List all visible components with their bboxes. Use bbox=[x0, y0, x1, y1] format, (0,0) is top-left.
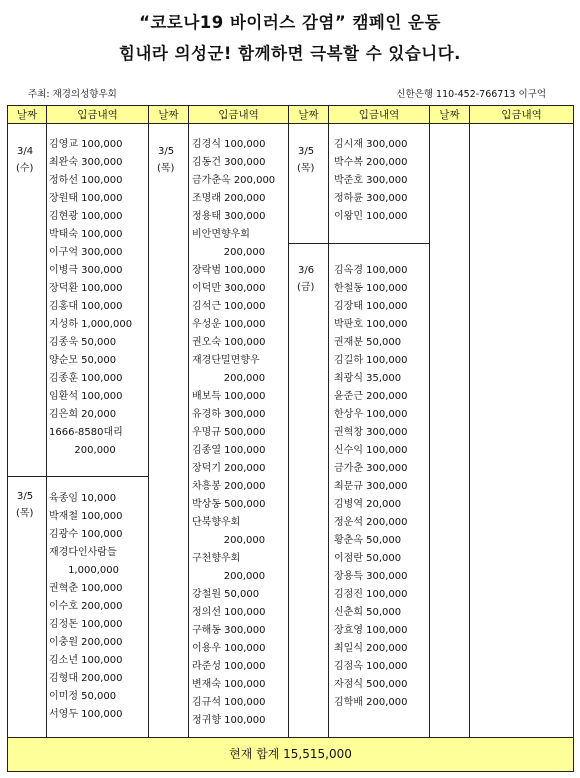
list-item: 김소년 100,000 bbox=[49, 655, 123, 666]
campaign-title: “코로나19 바이러스 감염” 캠페인 운동 bbox=[139, 13, 441, 32]
list-item: 윤준근 200,000 bbox=[334, 391, 408, 402]
table-border-right bbox=[573, 124, 574, 738]
list-item: 장덕환 100,000 bbox=[49, 283, 123, 294]
list-item: 최일식 200,000 bbox=[334, 643, 408, 654]
list-item: 권재분 50,000 bbox=[334, 337, 402, 348]
list-item: 조명래 200,000 bbox=[192, 193, 266, 204]
list-item: 김장태 100,000 bbox=[334, 301, 408, 312]
header-date-3: 날짜 bbox=[288, 105, 329, 124]
header-date-4: 날짜 bbox=[429, 105, 470, 124]
day-cell: (목) bbox=[297, 163, 315, 174]
group-separator bbox=[7, 476, 149, 477]
list-item: 장원태 100,000 bbox=[49, 193, 123, 204]
header-date-1: 날짜 bbox=[7, 105, 47, 124]
list-item: 이왕민 100,000 bbox=[334, 211, 408, 222]
list-item: 김옥경 100,000 bbox=[334, 265, 408, 276]
list-item: 육종임 10,000 bbox=[49, 493, 117, 504]
list-item: 김학배 200,000 bbox=[334, 697, 408, 708]
header-deposit-1: 입금내역 bbox=[46, 105, 149, 124]
list-item: 정운석 200,000 bbox=[334, 517, 408, 528]
list-item: 이용우 100,000 bbox=[192, 643, 266, 654]
list-item: 1,000,000 bbox=[49, 565, 119, 576]
list-item: 정용태 300,000 bbox=[192, 211, 266, 222]
date-cell: 3/5 bbox=[298, 146, 315, 157]
list-item: 김점옥 100,000 bbox=[334, 661, 408, 672]
list-item: 최완숙 300,000 bbox=[49, 157, 123, 168]
day-cell: (목) bbox=[157, 163, 175, 174]
list-item: 구해동 300,000 bbox=[192, 625, 266, 636]
list-item: 재경다인사람들 bbox=[49, 547, 117, 558]
list-item: 권혁춘 100,000 bbox=[49, 583, 123, 594]
bank-account-label: 신한은행 110-452-766713 이구억 bbox=[396, 89, 546, 100]
list-item: 우명규 500,000 bbox=[192, 427, 266, 438]
list-item: 김종욱 50,000 bbox=[49, 337, 117, 348]
list-item: 김시재 300,000 bbox=[334, 139, 408, 150]
list-item: 김경식 100,000 bbox=[192, 139, 266, 150]
list-item: 구천향우회 bbox=[192, 553, 241, 564]
list-item: 유경하 300,000 bbox=[192, 409, 266, 420]
list-item: 김홍대 100,000 bbox=[49, 301, 123, 312]
list-item: 200,000 bbox=[192, 247, 266, 258]
list-item: 금가춘옥 200,000 bbox=[192, 175, 276, 186]
list-item: 김석근 100,000 bbox=[192, 301, 266, 312]
table-divider bbox=[288, 124, 289, 738]
list-item: 지성하 1,000,000 bbox=[49, 319, 133, 330]
day-cell: (금) bbox=[297, 282, 315, 293]
date-cell: 3/5 bbox=[158, 146, 175, 157]
list-item: 이미정 50,000 bbox=[49, 691, 117, 702]
list-item: 이충원 200,000 bbox=[49, 637, 123, 648]
list-item: 김동건 300,000 bbox=[192, 157, 266, 168]
list-item: 200,000 bbox=[192, 373, 266, 384]
list-item: 정의선 100,000 bbox=[192, 607, 266, 618]
table-divider bbox=[46, 124, 47, 738]
list-item: 정하선 100,000 bbox=[49, 175, 123, 186]
list-item: 재경단밀면향우 bbox=[192, 355, 260, 366]
list-item: 김종열 100,000 bbox=[192, 445, 266, 456]
table-divider bbox=[469, 124, 470, 738]
list-item: 이수호 200,000 bbox=[49, 601, 123, 612]
campaign-slogan: 힘내라 의성군! 함께하면 극복할 수 있습니다. bbox=[119, 44, 461, 63]
list-item: 김광수 100,000 bbox=[49, 529, 123, 540]
list-item: 배보득 100,000 bbox=[192, 391, 266, 402]
list-item: 금가춘 300,000 bbox=[334, 463, 408, 474]
list-item: 김길하 100,000 bbox=[334, 355, 408, 366]
list-item: 박수복 200,000 bbox=[334, 157, 408, 168]
list-item: 김병역 20,000 bbox=[334, 499, 402, 510]
list-item: 이덕만 300,000 bbox=[192, 283, 266, 294]
list-item: 정귀향 100,000 bbox=[192, 715, 266, 726]
list-item: 장용득 300,000 bbox=[334, 571, 408, 582]
table-divider bbox=[429, 124, 430, 738]
list-item: 신춘희 50,000 bbox=[334, 607, 402, 618]
list-item: 정하륜 300,000 bbox=[334, 193, 408, 204]
list-item: 변재숙 100,000 bbox=[192, 679, 266, 690]
table-divider bbox=[148, 124, 149, 738]
day-cell: (수) bbox=[16, 163, 34, 174]
list-item: 황춘옥 50,000 bbox=[334, 535, 402, 546]
list-item: 양순모 50,000 bbox=[49, 355, 117, 366]
list-item: 장효영 100,000 bbox=[334, 625, 408, 636]
list-item: 김형대 200,000 bbox=[49, 673, 123, 684]
table-border-left bbox=[7, 124, 8, 738]
list-item: 차흥봉 200,000 bbox=[192, 481, 266, 492]
list-item: 권혁창 300,000 bbox=[334, 427, 408, 438]
list-item: 박상동 500,000 bbox=[192, 499, 266, 510]
list-item: 최문규 300,000 bbox=[334, 481, 408, 492]
group-separator bbox=[288, 243, 430, 244]
header-deposit-2: 입금내역 bbox=[188, 105, 289, 124]
list-item: 김현광 100,000 bbox=[49, 211, 123, 222]
list-item: 1666-8580대리 bbox=[49, 427, 123, 438]
list-item: 강철원 50,000 bbox=[192, 589, 260, 600]
list-item: 김영교 100,000 bbox=[49, 139, 123, 150]
list-item: 박준호 300,000 bbox=[334, 175, 408, 186]
list-item: 박태숙 100,000 bbox=[49, 229, 123, 240]
list-item: 박판호 100,000 bbox=[334, 319, 408, 330]
list-item: 신수익 100,000 bbox=[334, 445, 408, 456]
table-divider bbox=[188, 124, 189, 738]
list-item: 김은희 20,000 bbox=[49, 409, 117, 420]
list-item: 권오숙 100,000 bbox=[192, 337, 266, 348]
list-item: 장덕기 200,000 bbox=[192, 463, 266, 474]
list-item: 김규석 100,000 bbox=[192, 697, 266, 708]
header-deposit-3: 입금내역 bbox=[328, 105, 430, 124]
table-divider bbox=[328, 124, 329, 738]
list-item: 이병극 300,000 bbox=[49, 265, 123, 276]
list-item: 김점진 100,000 bbox=[334, 589, 408, 600]
day-cell: (목) bbox=[16, 508, 34, 519]
list-item: 장락범 100,000 bbox=[192, 265, 266, 276]
list-item: 한철동 100,000 bbox=[334, 283, 408, 294]
date-cell: 3/6 bbox=[298, 265, 315, 276]
list-item: 자점식 500,000 bbox=[334, 679, 408, 690]
list-item: 김정돈 100,000 bbox=[49, 619, 123, 630]
list-item: 이구억 300,000 bbox=[49, 247, 123, 258]
list-item: 200,000 bbox=[192, 535, 266, 546]
list-item: 임환석 100,000 bbox=[49, 391, 123, 402]
organizer-label: 주최: 재경의성향우회 bbox=[28, 89, 117, 100]
date-cell: 3/5 bbox=[17, 491, 34, 502]
list-item: 비안면향우회 bbox=[192, 229, 250, 240]
list-item: 단북향우회 bbox=[192, 517, 241, 528]
total-amount: 현재 합계 15,515,000 bbox=[7, 737, 574, 772]
list-item: 박재철 100,000 bbox=[49, 511, 123, 522]
list-item: 최광식 35,000 bbox=[334, 373, 402, 384]
list-item: 한상우 100,000 bbox=[334, 409, 408, 420]
list-item: 우성운 100,000 bbox=[192, 319, 266, 330]
list-item: 서영두 100,000 bbox=[49, 709, 123, 720]
list-item: 200,000 bbox=[192, 571, 266, 582]
header-date-2: 날짜 bbox=[148, 105, 189, 124]
list-item: 라준성 100,000 bbox=[192, 661, 266, 672]
date-cell: 3/4 bbox=[17, 146, 34, 157]
list-item: 200,000 bbox=[49, 445, 116, 456]
list-item: 이점란 50,000 bbox=[334, 553, 402, 564]
header-deposit-4: 입금내역 bbox=[469, 105, 574, 124]
list-item: 김종훈 100,000 bbox=[49, 373, 123, 384]
